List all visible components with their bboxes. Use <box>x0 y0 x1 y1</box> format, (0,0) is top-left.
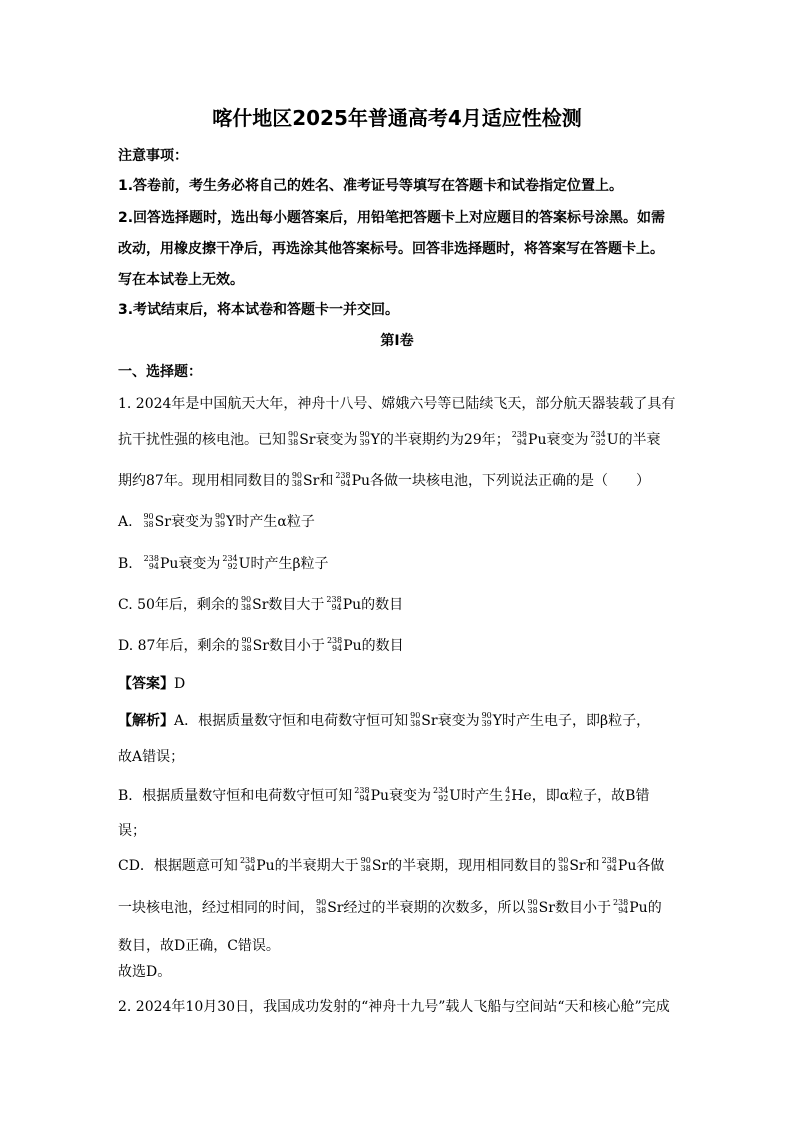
nuclide-pu: 238 94 Pu <box>601 856 637 874</box>
notice-heading: 注意事项： <box>118 148 188 164</box>
analysis-line-1: 【解析】A．根据质量数守恒和电荷数守恒可知 90 38 Sr衰变为 90 39 Y时产生电子，即β粒子， <box>118 711 651 729</box>
nuclide-sr: 90 38 Sr <box>143 512 171 530</box>
nuclide-u: 234 92 U <box>222 554 251 572</box>
option-b: B. 238 94 Pu衰变为 234 92 U时产生β粒子 <box>118 554 329 572</box>
nuclide-y: 90 39 Y <box>481 711 503 729</box>
question-1-line-3: 期约87年。现用相同数目的 90 38 Sr和 238 94 Pu各做一块核电池，下列说法正确的是（ ） <box>118 471 651 489</box>
option-d: D. 87年后，剩余的 90 38 Sr数目小于 238 94 Pu的数目 <box>118 636 404 654</box>
nuclide-pu: 238 94 Pu <box>335 471 371 489</box>
question-2-line-1: 2. 2024年10月30日，我国成功发射的“神舟十九号”载人飞船与空间站“天和核心舱”完成 <box>118 999 670 1015</box>
nuclide-sr: 90 38 Sr <box>241 636 269 654</box>
nuclide-sr: 90 38 Sr <box>527 898 555 916</box>
notice-item-2b: 改动，用橡皮擦干净后，再选涂其他答案标号。回答非选择题时，将答案写在答题卡上。 <box>118 241 664 257</box>
nuclide-sr: 90 38 Sr <box>240 595 269 613</box>
nuclide-sr: 90 38 Sr <box>316 898 344 916</box>
nuclide-y: 90 39 Y <box>214 512 236 530</box>
answer-value: D <box>174 676 186 692</box>
question-1-line-2: 抗干扰性强的核电池。已知 90 38 Sr衰变为 90 39 Y的半衰期约为29年； 238 94 Pu衰变为 234 92 U的半衰 <box>118 430 661 448</box>
analysis-line-4: 误； <box>118 823 146 839</box>
answer-line <box>118 674 185 694</box>
nuclide-u: 234 92 U <box>433 786 462 804</box>
analysis-line-2: 故A错误； <box>118 749 185 765</box>
option-a: A. 90 38 Sr衰变为 90 39 Y时产生α粒子 <box>118 512 315 530</box>
answer-tag: 【答案】 <box>118 676 174 692</box>
part-title: 一、选择题： <box>118 364 202 380</box>
section-title: 第Ⅰ卷 <box>380 333 414 349</box>
nuclide-y: 90 39 Y <box>359 430 380 448</box>
analysis-line-5: CD．根据题意可知 238 94 Pu的半衰期大于 90 38 Sr的半衰期，现用相同数目的 90 38 Sr和 238 94 Pu各做 <box>118 856 665 874</box>
nuclide-sr: 90 38 Sr <box>558 856 586 874</box>
nuclide-pu: 238 94 Pu <box>326 595 362 613</box>
nuclide-pu: 238 94 Pu <box>239 856 275 874</box>
analysis-line-6: 一块核电池，经过相同的时间， 90 38 Sr经过的半衰期的次数多，所以 90 38 Sr数目小于 238 94 Pu的 <box>118 898 662 916</box>
notice-item-3: 3.考试结束后，将本试卷和答题卡一并交回。 <box>118 302 400 318</box>
nuclide-pu: 238 94 Pu <box>354 786 390 804</box>
nuclide-pu: 238 94 Pu <box>143 554 179 572</box>
nuclide-pu: 238 94 Pu <box>511 430 547 448</box>
nuclide-sr: 90 38 Sr <box>288 430 316 448</box>
notice-item-2c: 写在本试卷上无效。 <box>118 272 244 288</box>
page-title: 喀什地区2025年普通高考4月适应性检测 <box>212 106 582 130</box>
nuclide-he: 4 2 He <box>505 786 532 804</box>
notice-item-1: 1.答卷前，考生务必将自己的姓名、准考证号等填写在答题卡和试卷指定位置上。 <box>118 178 624 194</box>
nuclide-sr: 90 38 Sr <box>360 856 389 874</box>
analysis-line-8: 故选D。 <box>118 964 172 980</box>
analysis-tag: 【解析】 <box>118 713 174 729</box>
nuclide-sr: 90 38 Sr <box>291 471 320 489</box>
question-1-line-1: 1. 2024年是中国航天大年，神舟十八号、嫦娥六号等已陆续飞天，部分航天器装载了具有 <box>118 396 676 412</box>
nuclide-pu: 238 94 Pu <box>326 636 362 654</box>
option-c: C. 50年后，剩余的 90 38 Sr数目大于 238 94 Pu的数目 <box>118 595 404 613</box>
notice-item-2a: 2.回答选择题时，选出每小题答案后，用铅笔把答题卡上对应题目的答案标号涂黑。如需 <box>118 210 666 226</box>
analysis-line-3: B．根据质量数守恒和电荷数守恒可知 238 94 Pu衰变为 234 92 U时产生 4 2 He，即α粒子，故B错 <box>118 786 650 804</box>
analysis-line-7: 数目，故D正确，C错误。 <box>118 938 280 954</box>
nuclide-pu: 238 94 Pu <box>612 898 648 916</box>
nuclide-u: 234 92 U <box>590 430 619 448</box>
nuclide-sr: 90 38 Sr <box>410 711 438 729</box>
